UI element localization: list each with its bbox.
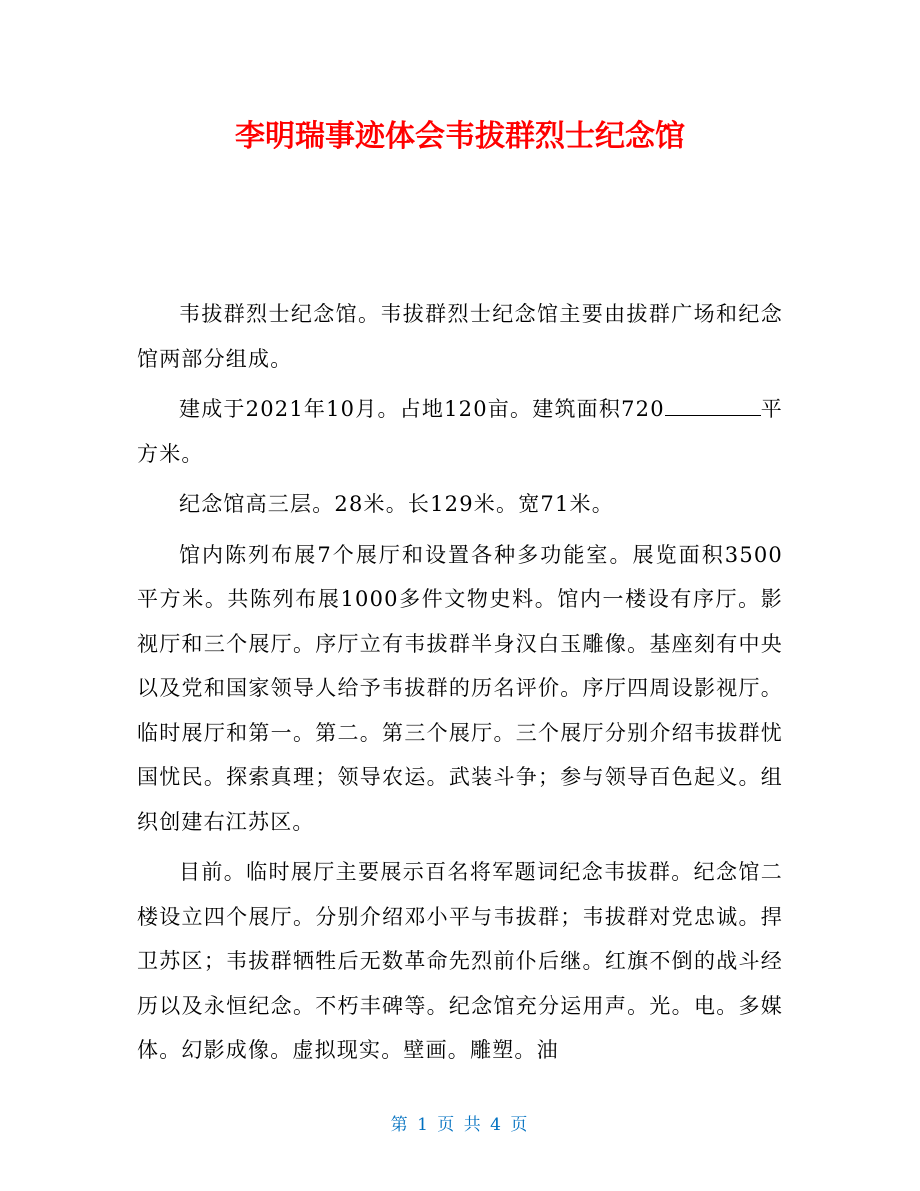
document-body — [137, 292, 783, 1079]
paragraph-exhibits: 馆内陈列布展7个展厅和设置各种多功能室。展览面积3500平方米。共陈列布展1000多件文物史料。馆内一楼设有序厅。影视厅和三个展厅。序厅立有韦拔群半身汉白玉雕像。基座刻有中央以及党和国家领导人给予韦拔群的历名评价。序厅四周设影视厅。临时展厅和第一。第二。第三个展厅。三个展厅分别介绍韦拔群忧国忧民。探索真理；领导农运。武装斗争；参与领导百色起义。组织创建右江苏区。 — [137, 542, 783, 834]
built-text-after: 平方米。 — [137, 397, 783, 466]
blank-underline — [665, 397, 761, 416]
paragraph-built — [137, 387, 783, 476]
paragraph-dimensions: 纪念馆高三层。28米。长129米。宽71米。 — [179, 492, 614, 516]
built-text-before: 建成于2021年10月。占地120亩。建筑面积720 — [179, 397, 665, 421]
document-title: 李明瑞事迹体会韦拔群烈士纪念馆 — [235, 119, 685, 154]
paragraph-second-floor: 目前。临时展厅主要展示百名将军题词纪念韦拔群。纪念馆二楼设立四个展厅。分别介绍邓小平与韦拔群；韦拔群对党忠诚。捍卫苏区；韦拔群牺牲后无数革命先烈前仆后继。红旗不倒的战斗经历以及永恒纪念。不朽丰碑等。纪念馆充分运用声。光。电。多媒体。幻影成像。虚拟现实。壁画。雕塑。油 — [137, 860, 783, 1062]
paragraph-intro: 韦拔群烈士纪念馆。韦拔群烈士纪念馆主要由拔群广场和纪念馆两部分组成。 — [137, 302, 783, 371]
page-footer: 第 1 页 共 4 页 — [390, 1115, 530, 1135]
